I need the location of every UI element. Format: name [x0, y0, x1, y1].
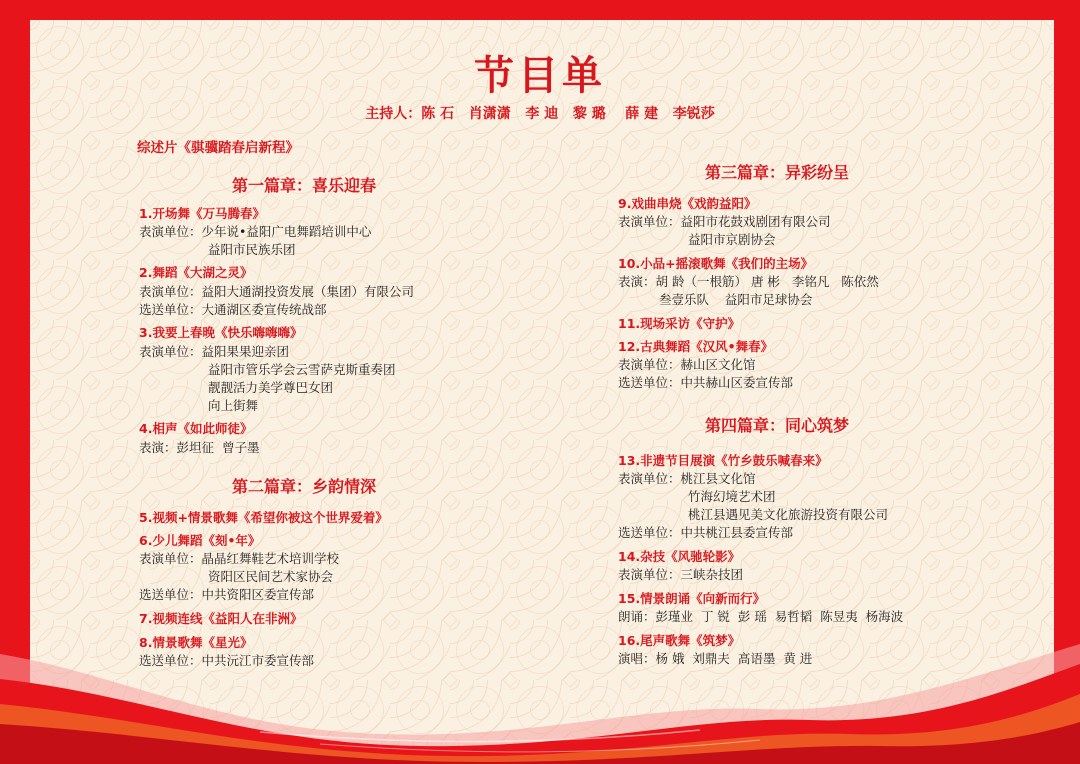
program-4-title: 4.相声《如此师徒》 — [139, 421, 253, 436]
program-9-title: 9.戏曲串烧《戏韵益阳》 — [618, 196, 757, 211]
program-11-title: 11.现场采访《守护》 — [618, 316, 741, 331]
program-13-line-2: 竹海幻境艺术团 — [688, 489, 776, 504]
program-2-line-1: 表演单位：益阳大通湖投资发展（集团）有限公司 — [139, 284, 415, 299]
program-10-line-1: 表演：胡 龄（一根筋） 唐 彬 李铭凡 陈依然 — [618, 274, 879, 289]
program-3-title: 3.我要上春晚《快乐嗨嗨嗨》 — [139, 325, 303, 340]
program-6-line-2: 资阳区民间艺术家协会 — [208, 569, 334, 584]
program-2-line-2: 选送单位：大通湖区委宣传统战部 — [139, 302, 327, 317]
program-10-title: 10.小品+摇滚歌舞《我们的主场》 — [618, 256, 814, 271]
program-12-line-2: 选送单位：中共赫山区委宣传部 — [618, 375, 794, 390]
program-16-line-1: 演唱：杨 娥 刘鼎夫 高语墨 黄 进 — [618, 651, 813, 666]
program-9-line-2: 益阳市京剧协会 — [688, 232, 776, 247]
program-13-line-1: 表演单位：桃江县文化馆 — [618, 471, 756, 486]
chapter-2-title: 第二篇章：乡韵情深 — [232, 477, 377, 496]
program-3-line-2: 益阳市管乐学会云雪萨克斯重奏团 — [208, 362, 396, 377]
program-6-line-3: 选送单位：中共资阳区委宣传部 — [139, 587, 315, 602]
program-13-title: 13.非遗节目展演《竹乡鼓乐喊春来》 — [618, 453, 828, 468]
program-15-line-1: 朗诵：彭瑾业 丁 锐 彭 瑶 易哲韬 陈昱夷 杨海波 — [618, 609, 904, 624]
program-9-line-1: 表演单位：益阳市花鼓戏剧团有限公司 — [618, 214, 831, 229]
program-7-title: 7.视频连线《益阳人在非洲》 — [139, 611, 303, 626]
program-2-title: 2.舞蹈《大湖之灵》 — [139, 265, 253, 280]
program-8-line-1: 选送单位：中共沅江市委宣传部 — [139, 653, 315, 668]
page-title: 节目单 — [474, 53, 606, 99]
program-1-line-1: 表演单位：少年说•益阳广电舞蹈培训中心 — [139, 224, 372, 239]
decorative-wave-border — [0, 634, 1080, 764]
program-14-line-1: 表演单位：三峡杂技团 — [618, 567, 744, 582]
program-15-title: 15.情景朗诵《向新而行》 — [618, 591, 766, 606]
program-8-title: 8.情景歌舞《星光》 — [139, 635, 253, 650]
program-10-line-2: 叁壹乐队 益阳市足球协会 — [659, 292, 813, 307]
intro-film: 综述片《骐骥踏春启新程》 — [137, 140, 299, 156]
program-6-title: 6.少儿舞蹈《刻•年》 — [139, 533, 261, 548]
program-3-line-3: 靓靓活力美学尊巴女团 — [208, 380, 334, 395]
program-4-line-1: 表演：彭坦征 曾子墨 — [139, 440, 260, 455]
program-1-title: 1.开场舞《万马腾春》 — [139, 206, 265, 221]
program-13-line-4: 选送单位：中共桃江县委宣传部 — [618, 525, 794, 540]
hosts-line: 主持人：陈 石 肖潇潇 李 迪 黎 璐 薛 建 李锐莎 — [365, 106, 715, 122]
program-14-title: 14.杂技《风驰轮影》 — [618, 549, 741, 564]
program-12-title: 12.古典舞蹈《汉风•舞春》 — [618, 339, 774, 354]
program-12-line-1: 表演单位：赫山区文化馆 — [618, 357, 756, 372]
chapter-3-title: 第三篇章：异彩纷呈 — [705, 163, 850, 182]
program-3-line-1: 表演单位：益阳果果迎亲团 — [139, 344, 290, 359]
program-3-line-4: 向上街舞 — [208, 398, 259, 413]
chapter-4-title: 第四篇章：同心筑梦 — [705, 416, 850, 435]
program-13-line-3: 桃江县遇见美文化旅游投资有限公司 — [688, 507, 889, 522]
program-16-title: 16.尾声歌舞《筑梦》 — [618, 633, 741, 648]
program-6-line-1: 表演单位：晶晶红舞鞋艺术培训学校 — [139, 551, 340, 566]
program-5-title: 5.视频+情景歌舞《希望你被这个世界爱着》 — [139, 510, 388, 525]
chapter-1-title: 第一篇章：喜乐迎春 — [232, 176, 377, 195]
program-1-line-2: 益阳市民族乐团 — [208, 242, 296, 257]
